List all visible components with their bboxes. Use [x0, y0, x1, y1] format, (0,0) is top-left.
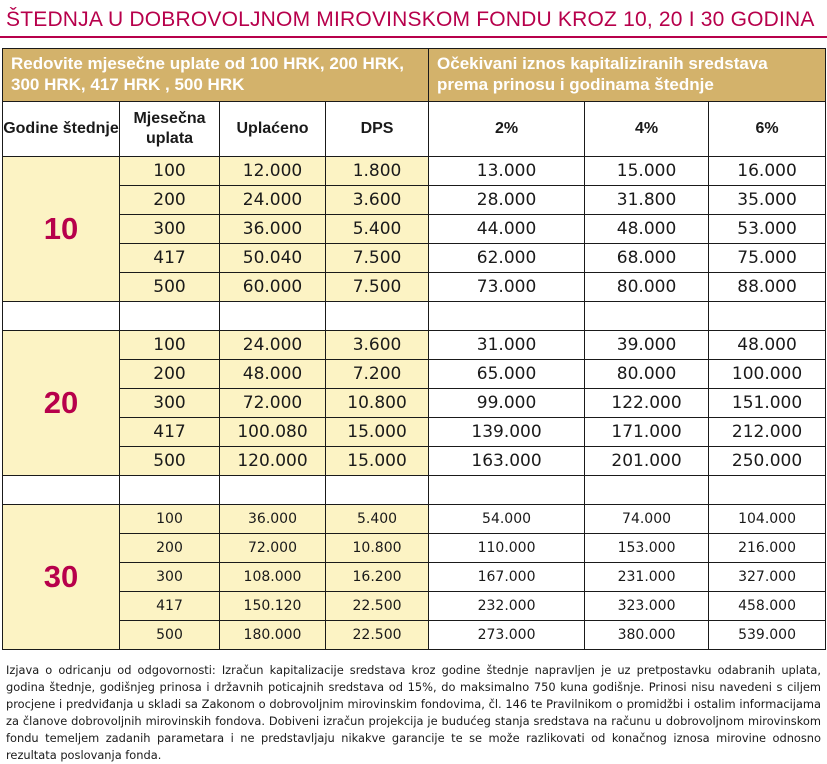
cell-6pct: 53.000: [709, 215, 826, 244]
cell-2pct: 73.000: [429, 273, 585, 302]
cell-paid: 72.000: [220, 534, 326, 563]
table-row: [3, 273, 826, 302]
cell-2pct: 31.000: [429, 331, 585, 360]
cell-4pct: 171.000: [585, 418, 709, 447]
spacer-cell: [585, 476, 709, 505]
cell-monthly: 300: [120, 215, 220, 244]
spacer-cell: [709, 302, 826, 331]
cell-2pct: 232.000: [429, 592, 585, 621]
cell-dps: 3.600: [326, 186, 429, 215]
table-row: [3, 389, 826, 418]
spacer-cell: [220, 476, 326, 505]
cell-2pct: 163.000: [429, 447, 585, 476]
cell-paid: 150.120: [220, 592, 326, 621]
cell-4pct: 31.800: [585, 186, 709, 215]
cell-4pct: 153.000: [585, 534, 709, 563]
cell-dps: 7.200: [326, 360, 429, 389]
cell-monthly: 100: [120, 505, 220, 534]
table-row: [3, 331, 826, 360]
cell-paid: 100.080: [220, 418, 326, 447]
spacer-cell: [585, 302, 709, 331]
cell-dps: 22.500: [326, 621, 429, 650]
page-title: ŠTEDNJA U DOBROVOLJNOM MIROVINSKOM FONDU KROZ 10, 20 I 30 GODINA: [6, 8, 815, 31]
table-row: [3, 186, 826, 215]
cell-dps: 3.600: [326, 331, 429, 360]
spacer-row: [3, 476, 826, 505]
table-row: [3, 505, 826, 534]
cell-2pct: 110.000: [429, 534, 585, 563]
cell-paid: 72.000: [220, 389, 326, 418]
cell-dps: 7.500: [326, 273, 429, 302]
cell-2pct: 28.000: [429, 186, 585, 215]
cell-dps: 15.000: [326, 447, 429, 476]
cell-dps: 1.800: [326, 157, 429, 186]
cell-paid: 60.000: [220, 273, 326, 302]
cell-monthly: 417: [120, 418, 220, 447]
cell-monthly: 417: [120, 592, 220, 621]
table-row: [3, 418, 826, 447]
col-header-6pct: 6%: [709, 102, 826, 157]
cell-6pct: 539.000: [709, 621, 826, 650]
cell-6pct: 458.000: [709, 592, 826, 621]
cell-paid: 24.000: [220, 186, 326, 215]
cell-paid: 36.000: [220, 505, 326, 534]
spacer-cell: [3, 302, 120, 331]
col-header-dps: DPS: [326, 102, 429, 157]
spacer-row: [3, 302, 826, 331]
cell-dps: 5.400: [326, 215, 429, 244]
cell-6pct: 88.000: [709, 273, 826, 302]
savings-table: [2, 48, 826, 650]
cell-dps: 16.200: [326, 563, 429, 592]
spacer-cell: [429, 302, 585, 331]
table-row: [3, 157, 826, 186]
disclaimer-text: Izjava o odricanju od odgovornosti: Izračun kapitalizacije sredstava kroz godine štednje napravljen je uz pretpostavku odabranih uplata, godina štednje, godišnjeg prinosa i državnih poticajnih sredstava od 15%, do maksimalno 750 kuna godišnje. Prinosi nisu navedeni s ciljem procjene i predviđanja u skladi sa Zakonom o dobrovoljnim mirovinskim fondovima, čl. 146 te Pravilnikom o promidžbi i ostalim informacijama za članove dobrovoljnih mirovinskih fondova. Dobiveni izračun projekcija je budućeg stanja sredstava na računu u dobrovoljnom mirovinskom fondu temeljem zadanih parametara i ne predstavljaju nikakve garancije te se može razlikovati od konačnog iznosa mirovine odnosno rezultata poslovanja fonda.: [6, 663, 821, 762]
col-header-monthly: Mjesečna uplata: [120, 102, 220, 157]
cell-6pct: 48.000: [709, 331, 826, 360]
cell-paid: 50.040: [220, 244, 326, 273]
spacer-cell: [429, 476, 585, 505]
cell-monthly: 500: [120, 273, 220, 302]
title-underline: [0, 36, 827, 38]
cell-2pct: 99.000: [429, 389, 585, 418]
group-header-expected: Očekivani iznos kapitaliziranih sredstava prema prinosu i godinama štednje: [429, 49, 826, 102]
cell-6pct: 212.000: [709, 418, 826, 447]
cell-4pct: 231.000: [585, 563, 709, 592]
cell-2pct: 54.000: [429, 505, 585, 534]
cell-6pct: 75.000: [709, 244, 826, 273]
cell-4pct: 39.000: [585, 331, 709, 360]
cell-4pct: 380.000: [585, 621, 709, 650]
cell-monthly: 200: [120, 534, 220, 563]
cell-4pct: 80.000: [585, 273, 709, 302]
cell-dps: 10.800: [326, 389, 429, 418]
cell-dps: 10.800: [326, 534, 429, 563]
cell-6pct: 216.000: [709, 534, 826, 563]
table-row: [3, 360, 826, 389]
cell-paid: 48.000: [220, 360, 326, 389]
cell-paid: 120.000: [220, 447, 326, 476]
spacer-cell: [326, 302, 429, 331]
table-row: [3, 621, 826, 650]
cell-dps: 15.000: [326, 418, 429, 447]
cell-paid: 108.000: [220, 563, 326, 592]
cell-6pct: 104.000: [709, 505, 826, 534]
cell-2pct: 65.000: [429, 360, 585, 389]
cell-4pct: 80.000: [585, 360, 709, 389]
column-header-row: [3, 102, 826, 157]
cell-2pct: 273.000: [429, 621, 585, 650]
cell-2pct: 139.000: [429, 418, 585, 447]
cell-4pct: 201.000: [585, 447, 709, 476]
cell-monthly: 500: [120, 447, 220, 476]
cell-paid: 24.000: [220, 331, 326, 360]
col-header-paid: Uplaćeno: [220, 102, 326, 157]
cell-monthly: 100: [120, 157, 220, 186]
years-group-label: 10: [3, 157, 120, 302]
cell-monthly: 200: [120, 360, 220, 389]
cell-paid: 180.000: [220, 621, 326, 650]
cell-4pct: 323.000: [585, 592, 709, 621]
spacer-cell: [709, 476, 826, 505]
cell-monthly: 500: [120, 621, 220, 650]
col-header-4pct: 4%: [585, 102, 709, 157]
cell-dps: 5.400: [326, 505, 429, 534]
spacer-cell: [3, 476, 120, 505]
cell-6pct: 250.000: [709, 447, 826, 476]
years-group-label: 30: [3, 505, 120, 650]
cell-6pct: 35.000: [709, 186, 826, 215]
table-row: [3, 244, 826, 273]
cell-4pct: 68.000: [585, 244, 709, 273]
cell-4pct: 74.000: [585, 505, 709, 534]
col-header-2pct: 2%: [429, 102, 585, 157]
cell-2pct: 167.000: [429, 563, 585, 592]
cell-6pct: 100.000: [709, 360, 826, 389]
cell-4pct: 48.000: [585, 215, 709, 244]
cell-monthly: 300: [120, 563, 220, 592]
table-row: [3, 215, 826, 244]
table-row: [3, 592, 826, 621]
cell-2pct: 13.000: [429, 157, 585, 186]
spacer-cell: [120, 476, 220, 505]
cell-4pct: 15.000: [585, 157, 709, 186]
cell-paid: 36.000: [220, 215, 326, 244]
group-header-payments: Redovite mjesečne uplate od 100 HRK, 200 HRK, 300 HRK, 417 HRK , 500 HRK: [3, 49, 429, 102]
cell-monthly: 100: [120, 331, 220, 360]
cell-monthly: 417: [120, 244, 220, 273]
cell-4pct: 122.000: [585, 389, 709, 418]
cell-6pct: 327.000: [709, 563, 826, 592]
table-row: [3, 563, 826, 592]
table-row: [3, 447, 826, 476]
cell-monthly: 200: [120, 186, 220, 215]
cell-dps: 7.500: [326, 244, 429, 273]
group-header-row: [3, 49, 826, 102]
spacer-cell: [120, 302, 220, 331]
table-row: [3, 534, 826, 563]
cell-2pct: 44.000: [429, 215, 585, 244]
col-header-years: Godine štednje: [3, 102, 120, 157]
cell-monthly: 300: [120, 389, 220, 418]
years-group-label: 20: [3, 331, 120, 476]
spacer-cell: [326, 476, 429, 505]
spacer-cell: [220, 302, 326, 331]
cell-6pct: 151.000: [709, 389, 826, 418]
cell-6pct: 16.000: [709, 157, 826, 186]
cell-dps: 22.500: [326, 592, 429, 621]
cell-paid: 12.000: [220, 157, 326, 186]
cell-2pct: 62.000: [429, 244, 585, 273]
